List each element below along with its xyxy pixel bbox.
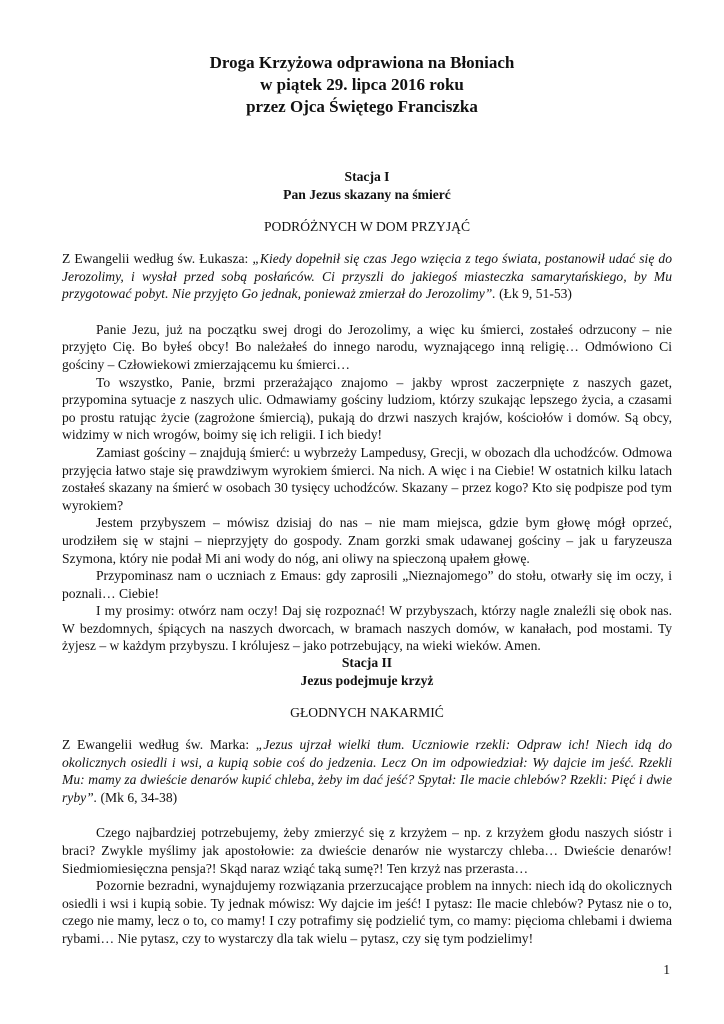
meditation-paragraph: Czego najbardziej potrzebujemy, żeby zmierzyć się z krzyżem – np. z krzyżem głodu naszych sióstr i braci? Zwykle myślimy jak apostołowie: za dwieście denarów nie wystarczy chleba… Dwieście denarów! Siedmiomiesięczna pensja?! Skąd naraz wziąć taką sumę?! Ten krzyż nas przerasta… (62, 825, 672, 876)
meditation-paragraph: Pozornie bezradni, wynajdujemy rozwiązania przerzucające problem na innych: niech idą do okolicznych osiedli i wsi i kupią sobie. Ty jednak mówisz: Wy dajcie im jeść! I pytasz: Ile macie chlebów? Pytasz nie o to, czego nie mamy, lecz o to, co mamy! I czy potrafimy się podzielić tym, co mamy: pięcioma chlebami i dwiema rybami… Nie pytasz, czy to wystarczy dla tak wielu – pytasz, czy się tym podzielimy! (62, 878, 672, 946)
title-line-2: w piątek 29. lipca 2016 roku (260, 75, 464, 94)
gospel-reading (62, 250, 672, 303)
station-label: Stacja I (344, 169, 390, 184)
station-label: Stacja II (341, 655, 393, 670)
meditation-paragraph: To wszystko, Panie, brzmi przerażająco znajomo – jakby wprost zaczerpnięte z naszych gazet, przypomina sytuacje z naszych ulic. Odmawiamy gościny ludziom, którzy szukając lepszego życia, a czasami po prostu ratując życie (zagrożone śmiercią), pukają do drzwi naszych krajów, kościołów i domów. Są obcy, widzimy w nich wrogów, boimy się ich religii. I ich biedy! (62, 374, 672, 443)
gospel-intro: Z Ewangelii według św. Łukasza: (62, 251, 253, 266)
meditation-paragraph: Zamiast gościny – znajdują śmierć: u wybrzeży Lampedusy, Grecji, w obozach dla uchodźców. Odmowa przyjęcia łatwo staje się prawdziwym wyrokiem śmierci. Na nich. A więc i na Ciebie! W ostatnich kilku latach zostałeś skazany na śmierć w osobach 30 tysięcy uchodźców. Skazany – przez kogo? Kto się podpisze pod tym wyrokiem? (62, 444, 672, 513)
station-subtitle: Jezus podejmuje krzyż (300, 673, 434, 688)
meditation-paragraph: I my prosimy: otwórz nam oczy! Daj się rozpoznać! W przybyszach, którzy nagle znaleźli się obok nas. W bezdomnych, śpiących na naszych dworcach, w bramach naszych domów, w kanałach, pod mostami. Ty żyjesz – w każdym przybyszu. I królujesz – jako potrzebujący, na wieki wieków. Amen. (62, 603, 672, 654)
station-theme: GŁODNYCH NAKARMIĆ (290, 705, 444, 720)
station-2 (62, 654, 672, 948)
title-line-3: przez Ojca Świętego Franciszka (246, 97, 478, 116)
title-line-1: Droga Krzyżowa odprawiona na Błoniach (209, 53, 515, 72)
meditation-paragraph: Panie Jezu, już na początku swej drogi do Jerozolimy, a więc ku śmierci, zostałeś odrzucony – nie przyjęto Cię. Bo byłeś obcy! Bo należałeś do innego narodu, wyznającego inną religię… Odmówiono Ci gościny – Człowiekowi zmierzającemu ku śmierci… (62, 321, 672, 372)
gospel-quote: „Jezus ujrzał wielki tłum. Uczniowie rzekli: Odpraw ich! Niech idą do okolicznych osiedli i wsi, a kupią sobie coś do jedzenia. Lecz On im odpowiedział: Wy dajcie im jeść. Rzekli Mu: mamy za dwieście denarów kupić chleba, żeby im dać jeść? Spytał: Ile macie chlebów? Rzekli: Pięć i dwie ryby”. (62, 737, 672, 805)
gospel-reference: (Łk 9, 51-53) (495, 286, 572, 302)
station-theme: PODRÓŻNYCH W DOM PRZYJĄĆ (263, 219, 471, 234)
meditation-paragraph: Jestem przybyszem – mówisz dzisiaj do nas – nie mam miejsca, gdzie bym głowę mógł oprzeć, urodziłem się w stajni – nieprzyjęty do gospody. Znam gorzki smak udawanej gościny – jak u faryzeusza Szymona, który nie podał Mi ani wody do nóg, ani oliwy na spieczoną upałem głowę. (62, 515, 672, 566)
gospel-reference: (Mk 6, 34-38) (97, 789, 178, 805)
station-1 (62, 168, 672, 655)
station-subtitle: Pan Jezus skazany na śmierć (283, 187, 451, 202)
meditation-paragraph: Przypominasz nam o uczniach z Emaus: gdy zaprosili „Nieznajomego” do stołu, otwarły się im oczy, i poznali… Ciebie! (62, 568, 672, 601)
gospel-quote: „Kiedy dopełnił się czas Jego wzięcia z tego świata, postanowił udać się do Jerozolimy, i wysłał przed sobą posłańców. Ci przyszli do jakiegoś miasteczka samarytańskiego, by Mu przygotować pobyt. Nie przyjęto Go jednak, ponieważ zmierzał do Jerozolimy”. (62, 251, 672, 302)
document-title (0, 52, 724, 118)
gospel-reading (62, 736, 672, 806)
gospel-intro: Z Ewangelii według św. Marka: (62, 737, 256, 752)
page-number: 1 (663, 962, 670, 977)
